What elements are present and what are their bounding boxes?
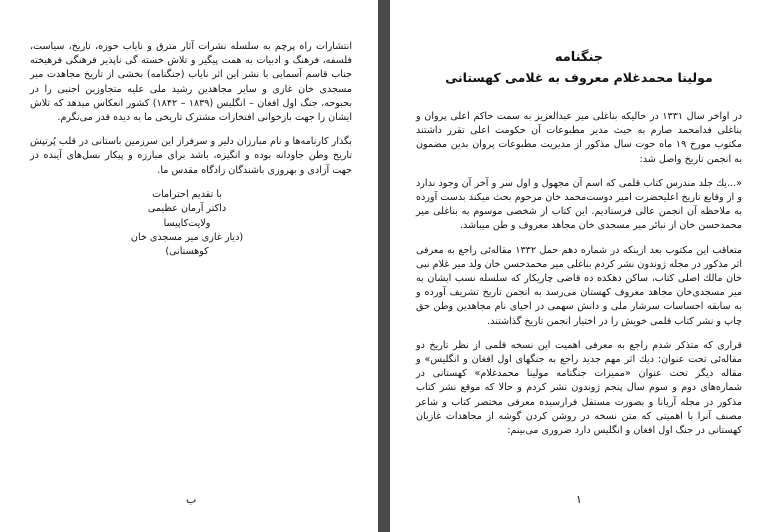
signoff-block (112, 188, 262, 260)
right-paragraph-4: قراری که متذکر شدم راجع به معرفی اهمیت این نسخه قلمی از نظر تاریخ دو مقاله‌ئی تحت عنوان: دیك اثر مهم جدید راجع به جنگهای اول افغان و انگلیس» و مقاله دیگر تحت عنوان «ممیزات جنگنامه مولینا محمدغلام» کهستانی در شماره‌های دوم و سوم سال پنجم ژوندون نشر کردم و حالا که موقع نشر کتاب مذکور در مجله آریانا و بصورت مستقل فرارسیده معرفی مختصر کتاب و شاعر مصنف آنرا با اهمیتی که متن نسخه در روشن کردن گوشه از مجاهدات غازیان کهستانی در جنگ اول افغان و انگلیس دارد ضروری می‌بینم: (416, 339, 742, 437)
right-paragraph-2: «...یك جلد مندرس کتاب قلمی که اسم آن مجهول و اول سر و آخر آن وجود ندارد و از وقایع تاریخ اعلیحضرت امیر دوست‌محمد خان مرحوم بحث میکند بدست آورده به ملاحظه آن انجمن عالی فرستادیم. این کتاب از شخصی موسوم به بناغلی میر محمدحسن خان از نبائر میر مسجدی خان مجاهد معروف و طن میباشد. (416, 177, 742, 232)
right-paragraph-3: متعاقب این مکتوب بعد ازینکه در شماره دهم حمل ۱۳۳۲ مقاله‌ئی راجع به معرفی اثر مذکور در مجله ژوندون نشر کردم بناغلی میر محمدحسن خان ولد میر غلام نبی خان مالك اصلی کتاب، ساکن دهکده ده قاضی چاریکار که سلسله نسب ایشان به میر مسجدی‌خان مجاهد معروف کهستان می‌رسد به انجمن تاریخ تشریف آورده و به سابقه احساسات سرشار ملی و دانش سهمی در احیای نام مجاهدین وطن حق چاپ و نشر کتاب قلمی خویش را در اختیار انجمن تاریخ گذاشتند. (416, 244, 743, 327)
right-paragraph-1: در اواخر سال ۱۳۳۱ در حالیکه بناغلی میر عبدالعزیز به سمت حاکم اعلی پروان و بناغلی فدامحمد صارم به حیث مدیر مطبوعات آن حکومت اعلی تقرر داشتند مکتوب مورخ ۱۹ ماه حوت سال مذکور از مدیریت مطبوعات پروان بدین مضمون به انجمن تاریخ واصل شد: (416, 111, 742, 165)
signoff-region: (دیار غازی میر مسجدی خان کوهستانی) (130, 232, 244, 258)
right-page (390, 0, 768, 532)
left-page (0, 0, 378, 532)
page-subtitle: مولینا محمدغلام معروف به غلامی کهستانی (445, 70, 713, 85)
page-title: جنگنامه (554, 50, 604, 65)
left-page-number: ب (186, 493, 197, 506)
left-paragraph-2: بگذار کارنامه‌ها و نام مبارزان دلیر و سرفراز این سرزمین باستانی در قلب پُرتپش تاریخ وطن جاودانه بوده و انگیزه، باشد برای مبارزه و پیکار نسل‌های آینده در جهت آزادی و بهروزی باشندگان زادگاه مقدس ما. (30, 136, 352, 176)
signoff-regards: با تقدیم احترامات (152, 188, 222, 200)
signoff-author: داکتر آرمان عظیمی (147, 203, 227, 215)
left-paragraph-1: انتشارات راه پرچم به سلسله نشرات آثار مترق و نایاب حوزه، تاریخ، سیاست، فلسفه، فرهنگ و ادبیات به همت پیگیر و تلاش خسته گی ناپذیر فرهنگی فرهیخته جناب قاسم آسمایی با نشر این اثر نایاب (جنگنامه) بخشی از تاریخ مجاهدت میر مسجدی خان غازی و سایر مجاهدین رشید ملی علیه متجاوزین اجنبی را در بحبوحه، جنگ اول افغان – انگلیس (۱۸۳۹ – ۱۸۴۲) کشور انعکاس میدهد که تلاش ایشان را جهت بازخوانی افتخارات مشترک تاریخی ما به دیده قدر می‌نگرم. (30, 41, 352, 124)
right-page-number: ۱ (576, 493, 582, 506)
signoff-province: ولایت‌کاپیسا (163, 217, 211, 229)
